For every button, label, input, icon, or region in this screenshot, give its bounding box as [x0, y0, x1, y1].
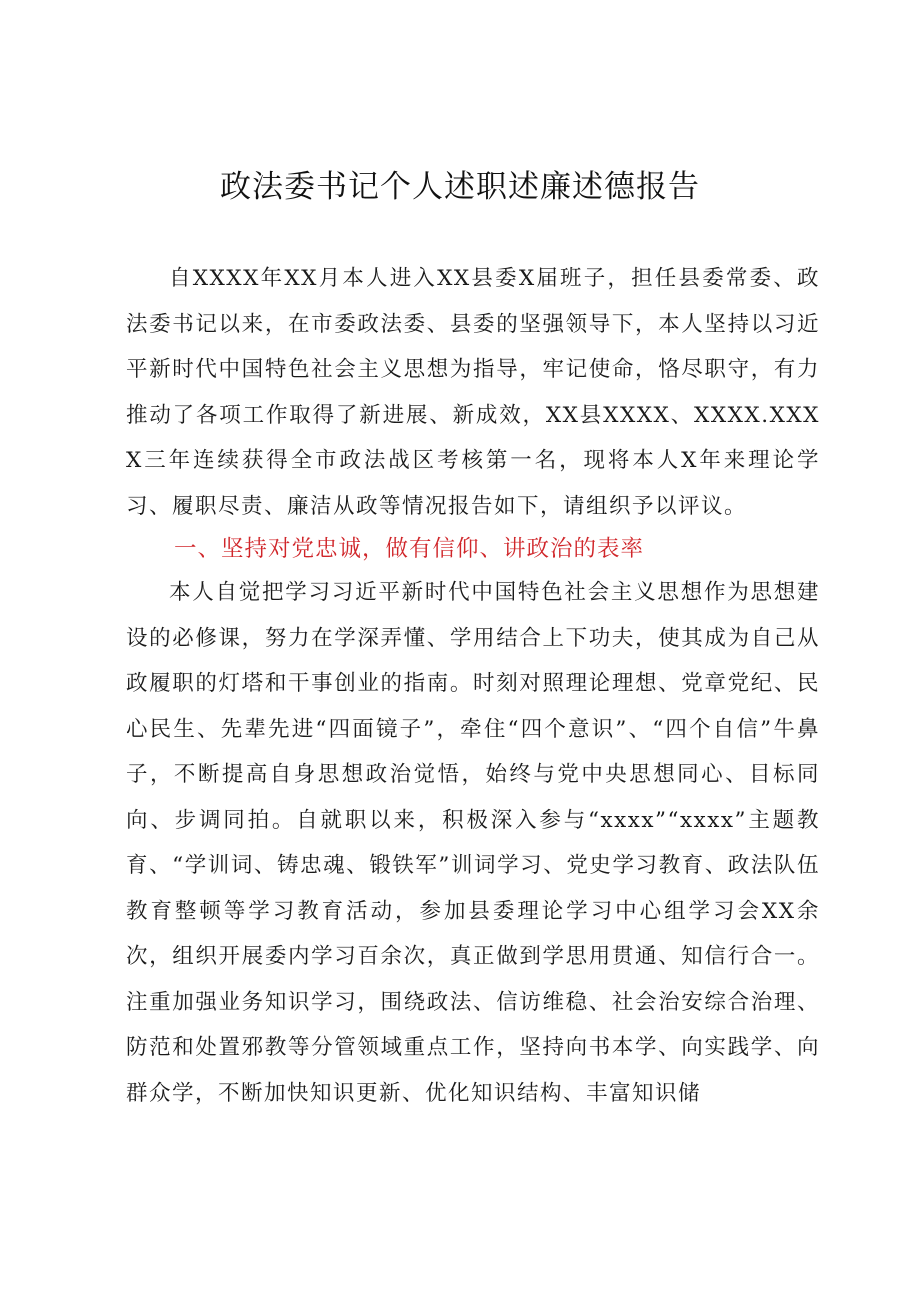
section-heading: 一、坚持对党忠诚，做有信仰、讲政治的表率	[174, 536, 645, 562]
intro-paragraph: 自XXXX年XX月本人进入XX县委X届班子，担任县委常委、政法委书记以来，在市委政法委、县委的坚强领导下，本人坚持以习近平新时代中国特色社会主义思想为指导，牢记使命，恪尽职守，有力推动了各项工作取得了新进展、新成效，XX县XXXX、XXXX.XXXX三年连续获得全市政法战区考核第一名，现将本人X年来理论学习、履职尽责、廉洁从政等情况报告如下，请组织予以评议。	[126, 266, 820, 519]
section-paragraph: 本人自觉把学习习近平新时代中国特色社会主义思想作为思想建设的必修课，努力在学深弄懂、学用结合上下功夫，使其成为自己从政履职的灯塔和干事创业的指南。时刻对照理论理想、党章党纪、民心民生、先辈先进“四面镜子”，牵住“四个意识”、“四个自信”牛鼻子，不断提高自身思想政治觉悟，始终与党中央思想同心、目标同向、步调同拍。自就职以来，积极深入参与“xxxx”“xxxx”主题教育、“学训词、铸忠魂、锻铁军”训词学习、党史学习教育、政法队伍教育整顿等学习教育活动，参加县委理论学习中心组学习会XX余次，组织开展委内学习百余次，真正做到学思用贯通、知信行合一。注重加强业务知识学习，围绕政法、信访维稳、社会治安综合治理、防范和处置邪教等分管领域重点工作，坚持向书本学、向实践学、向群众学，不断加快知识更新、优化知识结构、丰富知识储	[126, 580, 820, 1106]
document-title: 政法委书记个人述职述廉述德报告	[220, 169, 700, 205]
